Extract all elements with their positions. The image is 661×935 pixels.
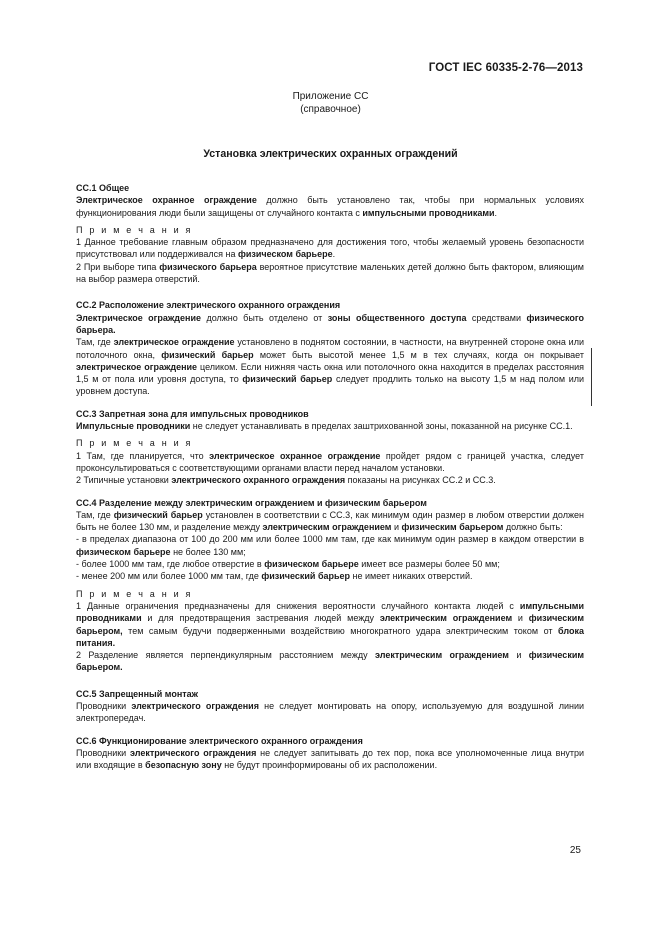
document-title: Установка электрических охранных ограждений (203, 148, 458, 160)
note: 2 При выборе типа физического барьера вероятное присутствие маленьких детей должно быть фактором, влияющим на выбор размера отверстий. (76, 261, 584, 285)
paragraph: Там, где физический барьер установлен в соответствии с CC.3, как минимум один размер в любом отверстии должен быть не более 130 мм, и разделение между электрическим ограждением и физическим барьером должно быть: (76, 509, 584, 533)
notes-label: П р и м е ч а н и я (76, 588, 193, 599)
section-heading-cc5: CC.5 Запрещенный монтаж (76, 688, 199, 699)
list-item: - более 1000 мм там, где любое отверстие в физическом барьере имеет все размеры более 50 мм; (76, 559, 500, 570)
notes-label: П р и м е ч а н и я (76, 438, 193, 449)
annex-subtitle: (справочное) (300, 103, 361, 115)
paragraph: Электрическое охранное ограждение должно быть установлено так, чтобы при нормальных условиях функционирования люди были защищены от случайного контакта с импульсными проводниками. (76, 195, 584, 218)
note: 1 Данное требование главным образом предназначено для достижения того, чтобы желаемый уровень безопасности присутствовал или поддерживался на физическом барьере. (76, 237, 584, 260)
note: 2 Разделение является перпендикулярным расстоянием между электрическим ограждением и физическим барьером. (76, 650, 585, 673)
paragraph: Электрическое ограждение должно быть отделено от зоны общественного доступа средствами физического барьера. (76, 312, 584, 335)
paragraph: Импульсные проводники не следует устанавливать в пределах заштрихованной зоны, показанной на рисунке CC.1. (76, 421, 573, 432)
annex-heading (0, 91, 661, 116)
note: 1 Там, где планируется, что электрическое охранное ограждение пройдет рядом с границей участка, следует проконсультироваться с соответствующими органами власти перед началом установки. (76, 450, 584, 473)
note: 1 Данные ограничения предназначены для снижения вероятности случайного контакта людей с импульсными проводниками и для предотвращения застревания людей между электрическим ограждением и физическим барьером, тем самым будучи подверженными воздействию многократного удара электрическим током от блока питания. (76, 600, 584, 648)
note: 2 Типичные установки электрического охранного ограждения показаны на рисунках CC.2 и CC.3. (76, 475, 496, 486)
page-number: 25 (569, 845, 581, 856)
section-heading-cc3: CC.3 Запретная зона для импульсных проводников (76, 408, 309, 419)
paragraph: Проводники электрического ограждения не следует монтировать на опору, используемую для воздушной линии электропередач. (76, 700, 584, 724)
annex-title: Приложение CC (292, 91, 369, 102)
document-body (76, 182, 584, 771)
section-heading-cc4: CC.4 Разделение между электрическим ограждением и физическим барьером (76, 497, 427, 508)
document-code: ГОСТ IEC 60335-2-76—2013 (428, 62, 583, 74)
revision-bar (591, 348, 592, 406)
notes-label: П р и м е ч а н и я (76, 224, 193, 235)
section-heading-cc2: CC.2 Расположение электрического охранного ограждения (76, 300, 341, 311)
paragraph: Там, где электрическое ограждение установлено в поднятом состоянии, в частности, на внутренней стороне окна или потолочного окна, физический барьер может быть высотой менее 1,5 м в тех случаях, когда он покрывает электрическое ограждение целиком. Если нижняя часть окна или потолочного окна находится в пределах расстояния 1,5 м от пола или уровня доступа, то физический барьер следует продлить только на высоту 1,5 м над полом или уровнем доступа. (76, 337, 585, 397)
list-item: - менее 200 мм или более 1000 мм там, где физический барьер не имеет никаких отверстий. (76, 571, 473, 582)
section-heading-cc6: CC.6 Функционирование электрического охранного ограждения (76, 735, 363, 746)
section-heading-cc1: CC.1 Общее (76, 183, 130, 193)
paragraph: Проводники электрического ограждения не следует запитывать до тех пор, пока все уполномоченные лица внутри или входящие в безопасную зону не будут проинформированы об их расположении. (76, 747, 584, 771)
list-item: - в пределах диапазона от 100 до 200 мм или более 1000 мм там, где как минимум один размер в каждом отверстии в физическом барьере не более 130 мм; (76, 534, 584, 557)
